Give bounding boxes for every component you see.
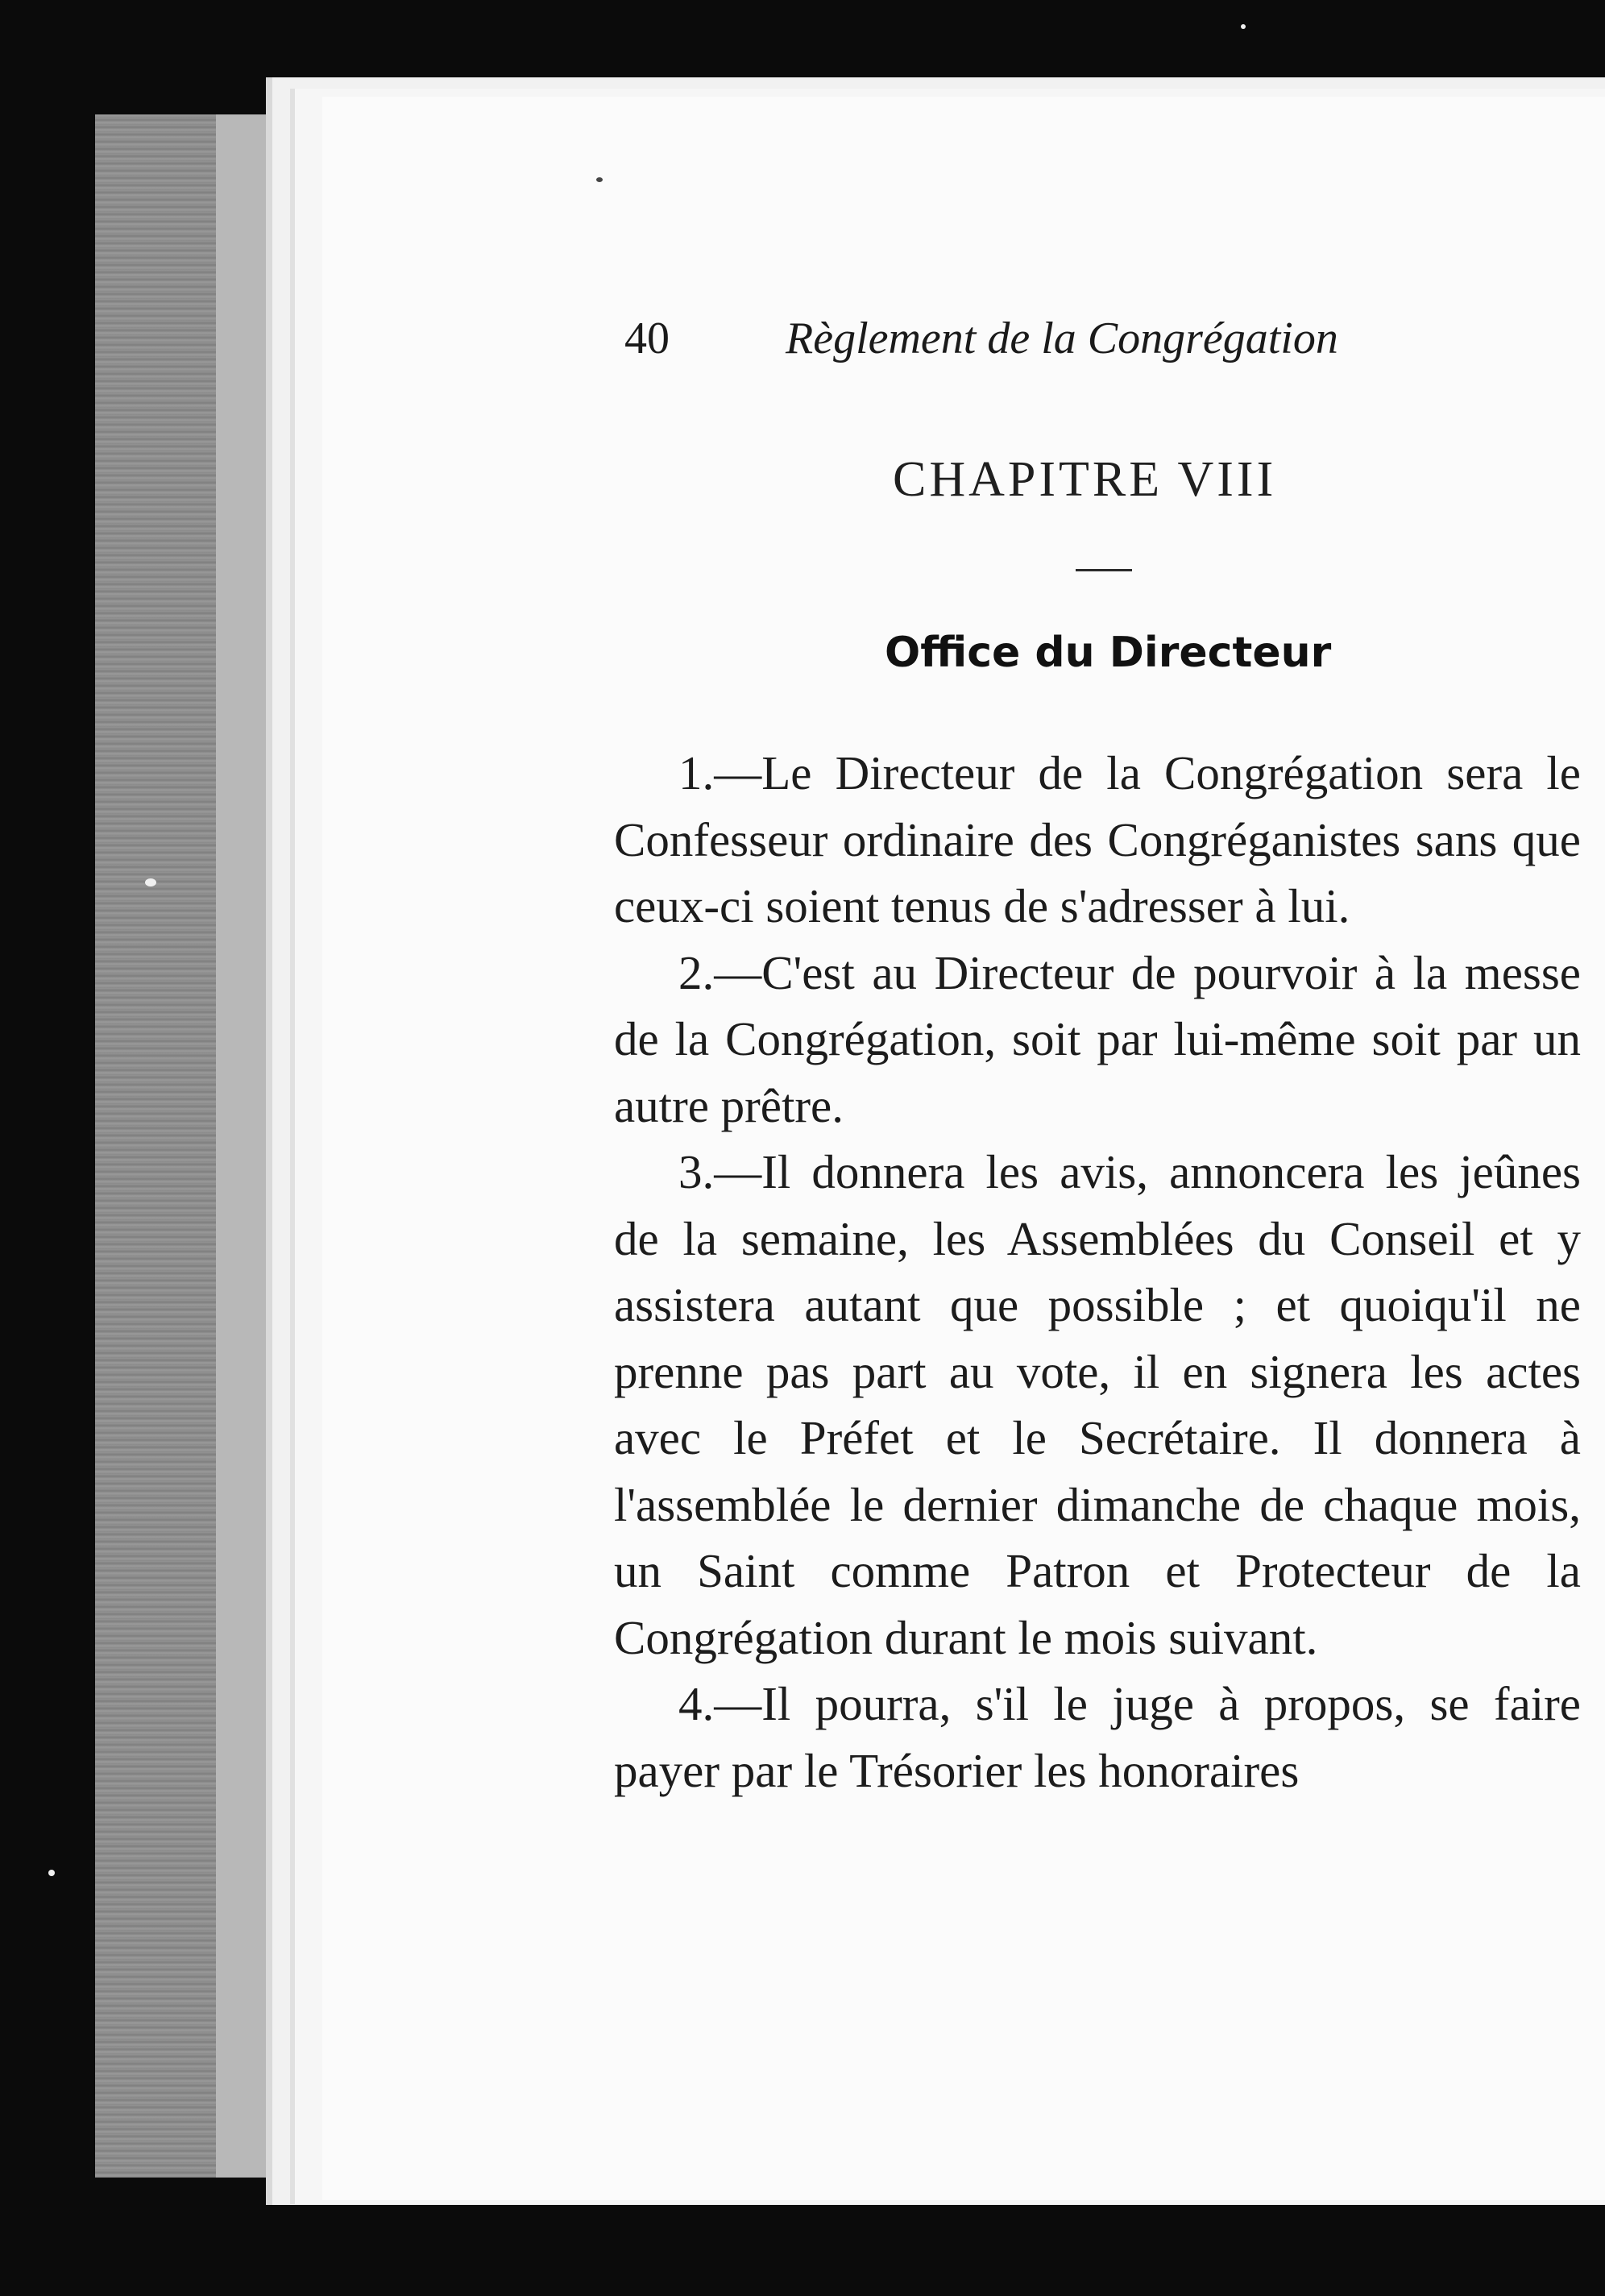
page-number: 40 (624, 313, 670, 363)
running-title: Règlement de la Congrégation (786, 313, 1338, 363)
dust-speck (48, 1870, 55, 1876)
paragraph-2: 2.—C'est au Directeur de pourvoir à la messe de la Congrégation, soit par lui-même soit par un autre prêtre. (614, 945, 1581, 1132)
section-title: Office du Directeur (885, 629, 1332, 677)
dust-speck (1241, 24, 1246, 29)
paragraph-3: 3.—Il donnera les avis, annoncera les jeûnes de la semaine, les Assemblées du Conseil et y assistera autant que possible ; et quoiqu'il ne prenne pas part au vote, il en signera les actes avec le Préfet et le Secrétaire. Il donnera à l'assemblée le dernier dimanche de chaque mois, un Saint comme Patron et Protecteur de la Congrégation durant le mois suivant. (614, 1145, 1581, 1664)
page-header (624, 313, 1430, 364)
paragraph-4: 4.—Il pourra, s'il le juge à propos, se faire payer par le Trésorier les honoraires (614, 1677, 1581, 1797)
paragraph-1: 1.—Le Directeur de la Congrégation sera le Confesseur ordinaire des Congréganistes sans que ceux-ci soient tenus de s'adresser à lui. (614, 746, 1581, 932)
chapter-rule (1076, 569, 1132, 571)
dust-speck (145, 878, 156, 886)
body-text (614, 740, 1581, 1804)
dust-speck (596, 177, 603, 182)
chapter-heading: CHAPITRE VIII (893, 452, 1277, 507)
